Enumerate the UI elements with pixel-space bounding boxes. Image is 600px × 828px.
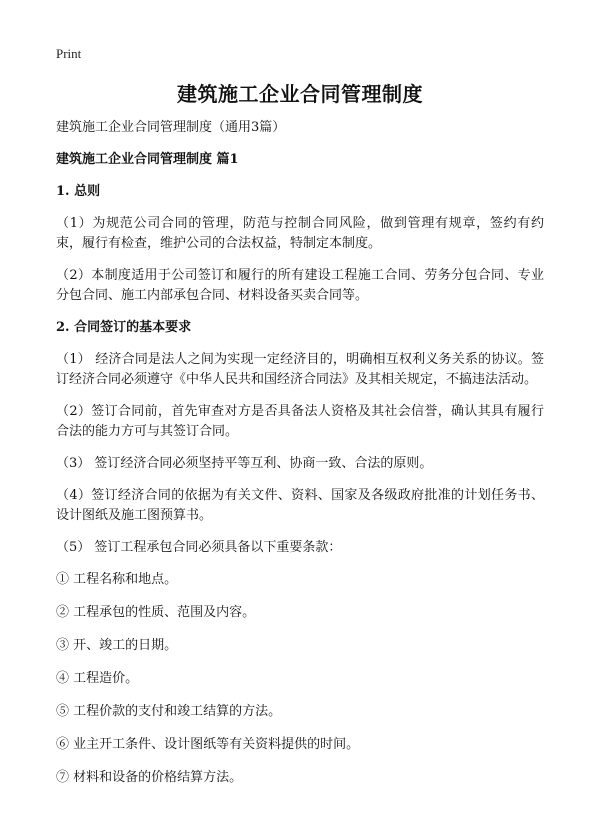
list-item: ③ 开、竣工的日期。 (56, 638, 178, 653)
section-heading-requirements: 2. 合同签订的基本要求 (56, 320, 192, 335)
document-subtitle: 建筑施工企业合同管理制度（通用3篇） (56, 120, 286, 135)
paragraph: （5） 签订工程承包合同必须具备以下重要条款： (56, 540, 342, 555)
document-body (56, 118, 544, 801)
section-heading-general: 1. 总则 (56, 184, 101, 199)
list-item: ① 工程名称和地点。 (56, 572, 178, 587)
paragraph: （1） 经济合同是法人之间为实现一定经济目的，明确相互权利义务关系的协议。签订经济合同必须遵守《中华人民共和国经济合同法》及其相关规定，不搞违法活动。 (56, 352, 544, 387)
list-item: ② 工程承包的性质、范围及内容。 (56, 605, 256, 620)
list-item: ⑦ 材料和设备的价格结算方法。 (56, 770, 243, 785)
paragraph: （4）签订经济合同的依据为有关文件、资料、国家及各级政府批准的计划任务书、设计图纸及施工图预算书。 (56, 488, 544, 523)
part-title: 建筑施工企业合同管理制度 篇1 (56, 152, 239, 167)
paragraph: （2）本制度适用于公司签订和履行的所有建设工程施工合同、劳务分包合同、专业分包合同、施工内部承包合同、材料设备买卖合同等。 (56, 268, 544, 303)
print-link[interactable]: Print (56, 46, 82, 61)
list-item: ⑥ 业主开工条件、设计图纸等有关资料提供的时间。 (56, 737, 360, 752)
document-title: 建筑施工企业合同管理制度 (177, 82, 423, 106)
paragraph: （2）签订合同前，首先审查对方是否具备法人资格及其社会信誉，确认其具有履行合法的能力方可与其签订合同。 (56, 404, 544, 439)
paragraph: （1）为规范公司合同的管理，防范与控制合同风险，做到管理有规章，签约有约束，履行有检查，维护公司的合法权益，特制定本制度。 (56, 216, 544, 251)
list-item: ⑤ 工程价款的支付和竣工结算的方法。 (56, 704, 282, 719)
paragraph: （3） 签订经济合同必须坚持平等互利、协商一致、合法的原则。 (56, 456, 433, 471)
list-item: ④ 工程造价。 (56, 671, 139, 686)
